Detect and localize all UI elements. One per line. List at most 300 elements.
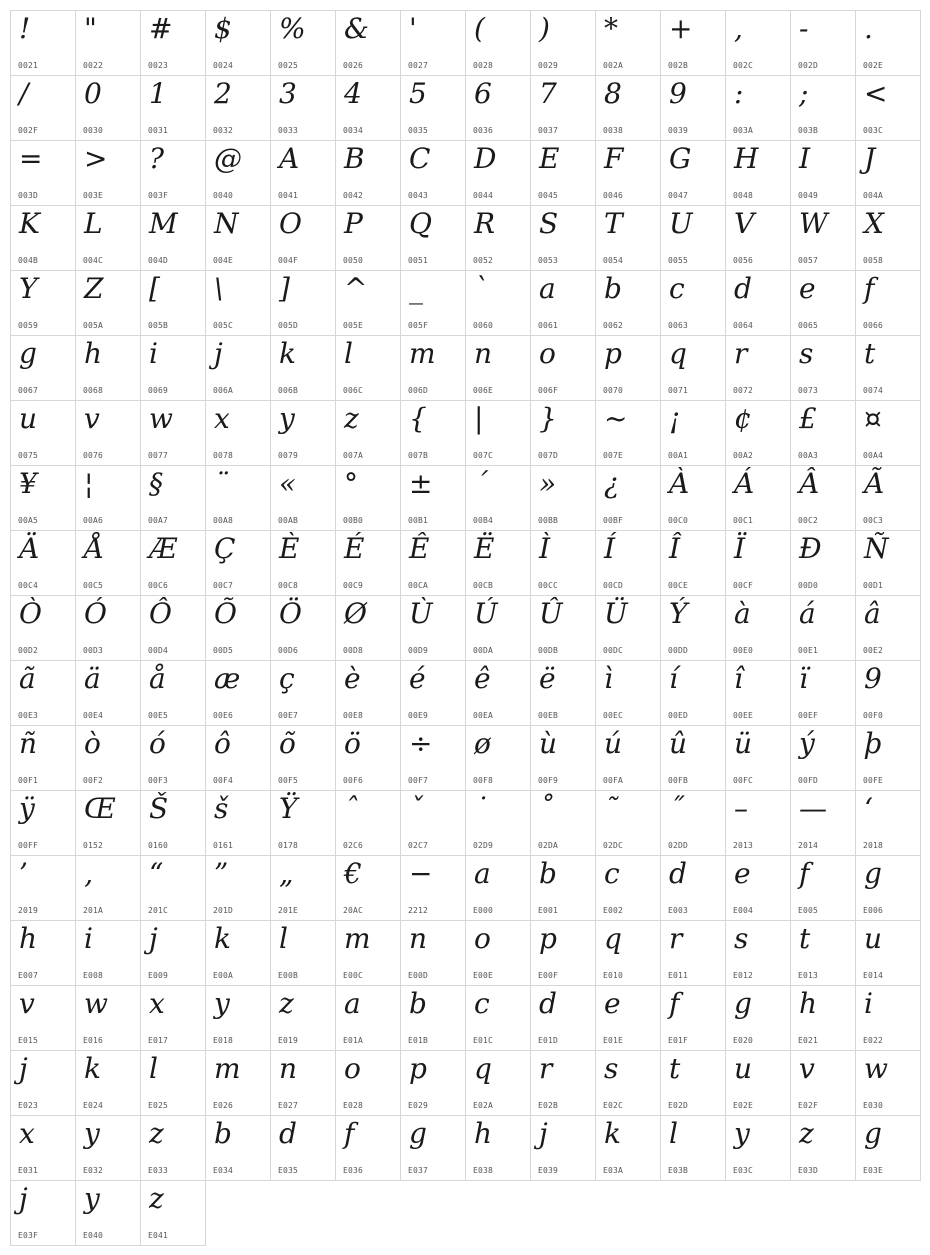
glyph-code: 0032 — [213, 126, 234, 135]
glyph-cell — [531, 856, 596, 921]
glyph-cell — [661, 206, 726, 271]
glyph-cell — [596, 1116, 661, 1181]
glyph-sample: r — [734, 337, 748, 370]
glyph-code: 0024 — [213, 61, 234, 70]
glyph-sample: Z — [84, 272, 104, 305]
glyph-sample: n — [409, 922, 428, 955]
glyph-cell — [856, 336, 921, 401]
glyph-code: E036 — [343, 1166, 364, 1175]
glyph-code: 0064 — [733, 321, 754, 330]
glyph-code: E03D — [798, 1166, 819, 1175]
glyph-code: E000 — [473, 906, 494, 915]
glyph-cell — [466, 401, 531, 466]
glyph-sample: l — [344, 337, 353, 370]
glyph-code: 00C2 — [798, 516, 819, 525]
glyph-sample: ø — [474, 727, 491, 760]
glyph-code: 00B4 — [473, 516, 494, 525]
glyph-sample: ÷ — [409, 727, 433, 760]
glyph-sample: g — [864, 1117, 882, 1150]
glyph-sample: õ — [279, 727, 296, 760]
glyph-sample: Ì — [539, 532, 551, 565]
glyph-cell — [466, 206, 531, 271]
glyph-code: 0061 — [538, 321, 559, 330]
glyph-code: 0031 — [148, 126, 169, 135]
glyph-sample: c — [474, 987, 490, 1020]
glyph-code: 0035 — [408, 126, 429, 135]
glyph-code: 0075 — [18, 451, 39, 460]
glyph-cell — [791, 271, 856, 336]
glyph-sample: ¨ — [214, 467, 228, 500]
glyph-sample: q — [474, 1052, 492, 1085]
glyph-sample: ( — [474, 12, 485, 45]
glyph-sample: x — [149, 987, 165, 1020]
glyph-cell — [726, 921, 791, 986]
glyph-code: 00EF — [798, 711, 819, 720]
glyph-code: 00CC — [538, 581, 559, 590]
glyph-cell — [596, 76, 661, 141]
glyph-cell — [661, 466, 726, 531]
glyph-cell — [661, 76, 726, 141]
glyph-sample: m — [344, 922, 371, 955]
glyph-code: 006D — [408, 386, 429, 395]
glyph-code: 003C — [863, 126, 884, 135]
glyph-code: E024 — [83, 1101, 104, 1110]
glyph-sample: æ — [214, 662, 241, 695]
glyph-code: 00D0 — [798, 581, 819, 590]
glyph-cell — [661, 596, 726, 661]
glyph-sample: ` — [474, 272, 488, 305]
glyph-sample: c — [669, 272, 685, 305]
glyph-cell — [271, 401, 336, 466]
glyph-sample: g — [19, 337, 37, 370]
glyph-cell — [206, 921, 271, 986]
glyph-code: E003 — [668, 906, 689, 915]
glyph-cell — [661, 336, 726, 401]
glyph-sample: y — [734, 1117, 750, 1150]
glyph-sample: m — [409, 337, 436, 370]
glyph-cell — [76, 401, 141, 466]
glyph-code: E02D — [668, 1101, 689, 1110]
glyph-sample: e — [799, 272, 816, 305]
glyph-cell — [141, 661, 206, 726]
glyph-cell — [401, 791, 466, 856]
glyph-code: 00FB — [668, 776, 689, 785]
glyph-code: 007C — [473, 451, 494, 460]
glyph-cell — [661, 401, 726, 466]
glyph-sample: Y — [19, 272, 38, 305]
glyph-code: 002B — [668, 61, 689, 70]
glyph-cell — [401, 856, 466, 921]
glyph-sample: { — [409, 402, 427, 435]
glyph-cell — [726, 986, 791, 1051]
glyph-cell — [141, 921, 206, 986]
glyph-code: E006 — [863, 906, 884, 915]
glyph-cell — [401, 596, 466, 661]
glyph-cell — [531, 596, 596, 661]
glyph-code: 00CB — [473, 581, 494, 590]
glyph-cell — [76, 726, 141, 791]
glyph-code: 00EA — [473, 711, 494, 720]
glyph-code: E03F — [18, 1231, 39, 1240]
glyph-code: 00E4 — [83, 711, 104, 720]
glyph-sample: ! — [19, 12, 31, 45]
glyph-code: 00FC — [733, 776, 754, 785]
glyph-code: 201C — [148, 906, 169, 915]
glyph-cell — [856, 1116, 921, 1181]
glyph-cell — [466, 271, 531, 336]
glyph-sample: z — [279, 987, 294, 1020]
glyph-sample: „ — [279, 857, 294, 890]
glyph-cell — [206, 401, 271, 466]
glyph-sample: " — [84, 12, 97, 45]
glyph-code: E011 — [668, 971, 689, 980]
glyph-code: 0044 — [473, 191, 494, 200]
glyph-code: 00BB — [538, 516, 559, 525]
glyph-sample: S — [539, 207, 559, 240]
glyph-cell — [76, 271, 141, 336]
glyph-code: 00A1 — [668, 451, 689, 460]
glyph-sample: è — [344, 662, 361, 695]
glyph-cell — [596, 401, 661, 466]
glyph-code: 00EC — [603, 711, 624, 720]
glyph-code: E03B — [668, 1166, 689, 1175]
glyph-code: 00F8 — [473, 776, 494, 785]
glyph-sample: g — [734, 987, 752, 1020]
glyph-sample: ÿ — [19, 792, 35, 825]
glyph-sample: Å — [84, 532, 105, 565]
glyph-sample: j — [214, 337, 223, 370]
glyph-code: 00B1 — [408, 516, 429, 525]
glyph-cell — [401, 726, 466, 791]
glyph-sample: ç — [279, 662, 295, 695]
glyph-cell — [726, 856, 791, 921]
glyph-sample: * — [604, 12, 618, 45]
glyph-cell — [531, 11, 596, 76]
glyph-sample: £ — [799, 402, 817, 435]
glyph-sample: — — [799, 792, 827, 825]
glyph-cell — [271, 791, 336, 856]
glyph-cell — [336, 401, 401, 466]
glyph-code: E02E — [733, 1101, 754, 1110]
glyph-sample: − — [409, 857, 433, 890]
glyph-code: 0048 — [733, 191, 754, 200]
glyph-code: E028 — [343, 1101, 364, 1110]
glyph-cell — [856, 921, 921, 986]
glyph-cell — [401, 206, 466, 271]
glyph-cell — [11, 856, 76, 921]
glyph-cell — [206, 141, 271, 206]
glyph-cell — [791, 791, 856, 856]
glyph-cell — [791, 76, 856, 141]
glyph-sample: ¿ — [604, 467, 620, 500]
glyph-sample: d — [279, 1117, 297, 1150]
glyph-cell — [141, 531, 206, 596]
glyph-sample: m — [214, 1052, 241, 1085]
glyph-sample: ö — [344, 727, 361, 760]
glyph-sample: e — [734, 857, 751, 890]
glyph-code: 0059 — [18, 321, 39, 330]
glyph-sample: Ñ — [864, 532, 889, 565]
glyph-sample: u — [734, 1052, 753, 1085]
glyph-cell — [791, 921, 856, 986]
glyph-sample: Œ — [84, 792, 116, 825]
glyph-code: 00D5 — [213, 646, 234, 655]
glyph-sample: ä — [84, 662, 101, 695]
glyph-cell — [76, 1181, 141, 1246]
glyph-sample: û — [669, 727, 688, 760]
glyph-cell — [141, 11, 206, 76]
glyph-sample: Æ — [149, 532, 178, 565]
glyph-cell — [11, 661, 76, 726]
glyph-sample: X — [864, 207, 884, 240]
glyph-cell — [11, 921, 76, 986]
glyph-cell — [206, 596, 271, 661]
glyph-code: E016 — [83, 1036, 104, 1045]
glyph-code: 00C8 — [278, 581, 299, 590]
glyph-code: 006E — [473, 386, 494, 395]
glyph-cell — [466, 661, 531, 726]
glyph-code: E03A — [603, 1166, 624, 1175]
glyph-sample: á — [799, 597, 816, 630]
glyph-code: 0040 — [213, 191, 234, 200]
glyph-cell — [466, 791, 531, 856]
glyph-sample: K — [19, 207, 40, 240]
glyph-sample: ù — [539, 727, 558, 760]
glyph-code: 00E2 — [863, 646, 884, 655]
glyph-sample: Ò — [19, 597, 42, 630]
glyph-sample: s — [604, 1052, 619, 1085]
glyph-cell — [661, 791, 726, 856]
glyph-sample: ^ — [344, 272, 368, 305]
glyph-code: 00DB — [538, 646, 559, 655]
glyph-cell — [596, 726, 661, 791]
glyph-cell — [791, 661, 856, 726]
glyph-sample: E — [539, 142, 560, 175]
glyph-code: 007E — [603, 451, 624, 460]
glyph-cell — [141, 1116, 206, 1181]
glyph-code: 0036 — [473, 126, 494, 135]
glyph-cell — [401, 466, 466, 531]
glyph-cell — [401, 271, 466, 336]
glyph-code: E02B — [538, 1101, 559, 1110]
glyph-sample: : — [734, 77, 744, 110]
glyph-code: 00ED — [668, 711, 689, 720]
glyph-cell — [336, 206, 401, 271]
glyph-code: E020 — [733, 1036, 754, 1045]
glyph-sample: 5 — [409, 77, 427, 110]
glyph-code: E027 — [278, 1101, 299, 1110]
glyph-cell — [791, 986, 856, 1051]
glyph-cell — [206, 726, 271, 791]
glyph-cell — [76, 11, 141, 76]
glyph-cell — [206, 1116, 271, 1181]
glyph-code: 0037 — [538, 126, 559, 135]
glyph-code: E01C — [473, 1036, 494, 1045]
glyph-cell — [206, 661, 271, 726]
glyph-sample: G — [669, 142, 692, 175]
glyph-code: 0023 — [148, 61, 169, 70]
glyph-code: 0057 — [798, 256, 819, 265]
glyph-sample: ã — [19, 662, 36, 695]
glyph-sample: w — [149, 402, 173, 435]
glyph-code: E022 — [863, 1036, 884, 1045]
glyph-cell — [11, 466, 76, 531]
glyph-cell — [661, 11, 726, 76]
glyph-sample: f — [864, 272, 875, 305]
glyph-cell — [531, 271, 596, 336]
glyph-cell — [661, 531, 726, 596]
glyph-cell — [856, 401, 921, 466]
glyph-cell — [726, 76, 791, 141]
glyph-cell — [466, 921, 531, 986]
glyph-sample: n — [474, 337, 493, 370]
glyph-cell — [76, 791, 141, 856]
glyph-code: E01A — [343, 1036, 364, 1045]
glyph-code: 005B — [148, 321, 169, 330]
glyph-cell — [336, 141, 401, 206]
glyph-cell — [11, 726, 76, 791]
glyph-cell — [596, 921, 661, 986]
glyph-cell — [141, 1181, 206, 1246]
glyph-sample: ˜ — [604, 792, 618, 825]
glyph-cell — [336, 11, 401, 76]
glyph-cell — [726, 466, 791, 531]
glyph-cell — [531, 401, 596, 466]
glyph-cell — [726, 1051, 791, 1116]
glyph-cell — [271, 856, 336, 921]
glyph-cell — [336, 271, 401, 336]
glyph-code: 00D8 — [343, 646, 364, 655]
glyph-sample: ‘ — [864, 792, 873, 825]
glyph-sample: d — [669, 857, 687, 890]
glyph-cell — [466, 1051, 531, 1116]
glyph-sample: k — [279, 337, 296, 370]
glyph-cell — [726, 271, 791, 336]
glyph-code: E037 — [408, 1166, 429, 1175]
glyph-code: 00A2 — [733, 451, 754, 460]
glyph-code: 00CE — [668, 581, 689, 590]
glyph-sample: z — [149, 1182, 164, 1215]
glyph-code: 0022 — [83, 61, 104, 70]
glyph-cell — [401, 336, 466, 401]
glyph-cell — [856, 271, 921, 336]
glyph-sample: v — [799, 1052, 815, 1085]
glyph-code: 00F4 — [213, 776, 234, 785]
glyph-cell — [596, 466, 661, 531]
glyph-sample: h — [474, 1117, 493, 1150]
glyph-sample: b — [409, 987, 427, 1020]
glyph-code: 0058 — [863, 256, 884, 265]
glyph-code: 002D — [798, 61, 819, 70]
glyph-sample: 1 — [149, 77, 167, 110]
glyph-sample: 9 — [864, 662, 882, 695]
glyph-sample: ú — [604, 727, 623, 760]
glyph-cell — [531, 141, 596, 206]
glyph-cell — [531, 1116, 596, 1181]
glyph-code: E002 — [603, 906, 624, 915]
glyph-cell — [791, 856, 856, 921]
glyph-sample: l — [669, 1117, 678, 1150]
glyph-cell — [856, 76, 921, 141]
glyph-sample: ° — [344, 467, 358, 500]
glyph-cell — [336, 921, 401, 986]
glyph-code: 0053 — [538, 256, 559, 265]
glyph-code: E031 — [18, 1166, 39, 1175]
glyph-cell — [336, 336, 401, 401]
glyph-code: 007B — [408, 451, 429, 460]
glyph-cell — [141, 791, 206, 856]
glyph-cell — [661, 141, 726, 206]
glyph-cell — [856, 141, 921, 206]
glyph-code: 0077 — [148, 451, 169, 460]
glyph-sample: ¡ — [669, 402, 681, 435]
glyph-sample: b — [604, 272, 622, 305]
glyph-sample: z — [149, 1117, 164, 1150]
glyph-cell — [336, 856, 401, 921]
glyph-sample: ý — [799, 727, 815, 760]
glyph-sample: r — [669, 922, 683, 955]
glyph-sample: & — [344, 12, 369, 45]
glyph-sample: % — [279, 12, 306, 45]
glyph-cell — [791, 336, 856, 401]
glyph-cell — [11, 206, 76, 271]
glyph-code: 00E7 — [278, 711, 299, 720]
glyph-code: 0034 — [343, 126, 364, 135]
glyph-code: E01B — [408, 1036, 429, 1045]
glyph-code: 002A — [603, 61, 624, 70]
glyph-sample: > — [84, 142, 108, 175]
glyph-sample: C — [409, 142, 431, 175]
glyph-sample: / — [19, 77, 29, 110]
glyph-sample: t — [799, 922, 811, 955]
glyph-sample: d — [539, 987, 557, 1020]
glyph-sample: Ü — [604, 597, 628, 630]
glyph-code: 002E — [863, 61, 884, 70]
glyph-sample: 9 — [669, 77, 687, 110]
glyph-code: 0076 — [83, 451, 104, 460]
glyph-sample: Ë — [474, 532, 495, 565]
glyph-sample: u — [864, 922, 883, 955]
glyph-cell — [661, 986, 726, 1051]
glyph-sample: ¢ — [734, 402, 752, 435]
glyph-code: E035 — [278, 1166, 299, 1175]
glyph-code: 005A — [83, 321, 104, 330]
glyph-sample: i — [149, 337, 158, 370]
glyph-cell — [401, 986, 466, 1051]
glyph-code: 004B — [18, 256, 39, 265]
glyph-sample: Í — [604, 532, 616, 565]
glyph-cell — [726, 531, 791, 596]
glyph-cell — [11, 271, 76, 336]
glyph-code: 0054 — [603, 256, 624, 265]
glyph-code: 004A — [863, 191, 884, 200]
glyph-cell — [11, 336, 76, 401]
glyph-sample: + — [669, 12, 693, 45]
glyph-code: 00C4 — [18, 581, 39, 590]
glyph-code: 00BF — [603, 516, 624, 525]
glyph-sample: » — [539, 467, 557, 500]
glyph-code: 003F — [148, 191, 169, 200]
glyph-code: E030 — [863, 1101, 884, 1110]
glyph-cell — [11, 531, 76, 596]
glyph-cell — [76, 466, 141, 531]
glyph-code: E038 — [473, 1166, 494, 1175]
glyph-cell — [531, 76, 596, 141]
glyph-cell — [661, 661, 726, 726]
glyph-sample: Ù — [409, 597, 433, 630]
glyph-sample: z — [344, 402, 359, 435]
glyph-cell — [466, 141, 531, 206]
